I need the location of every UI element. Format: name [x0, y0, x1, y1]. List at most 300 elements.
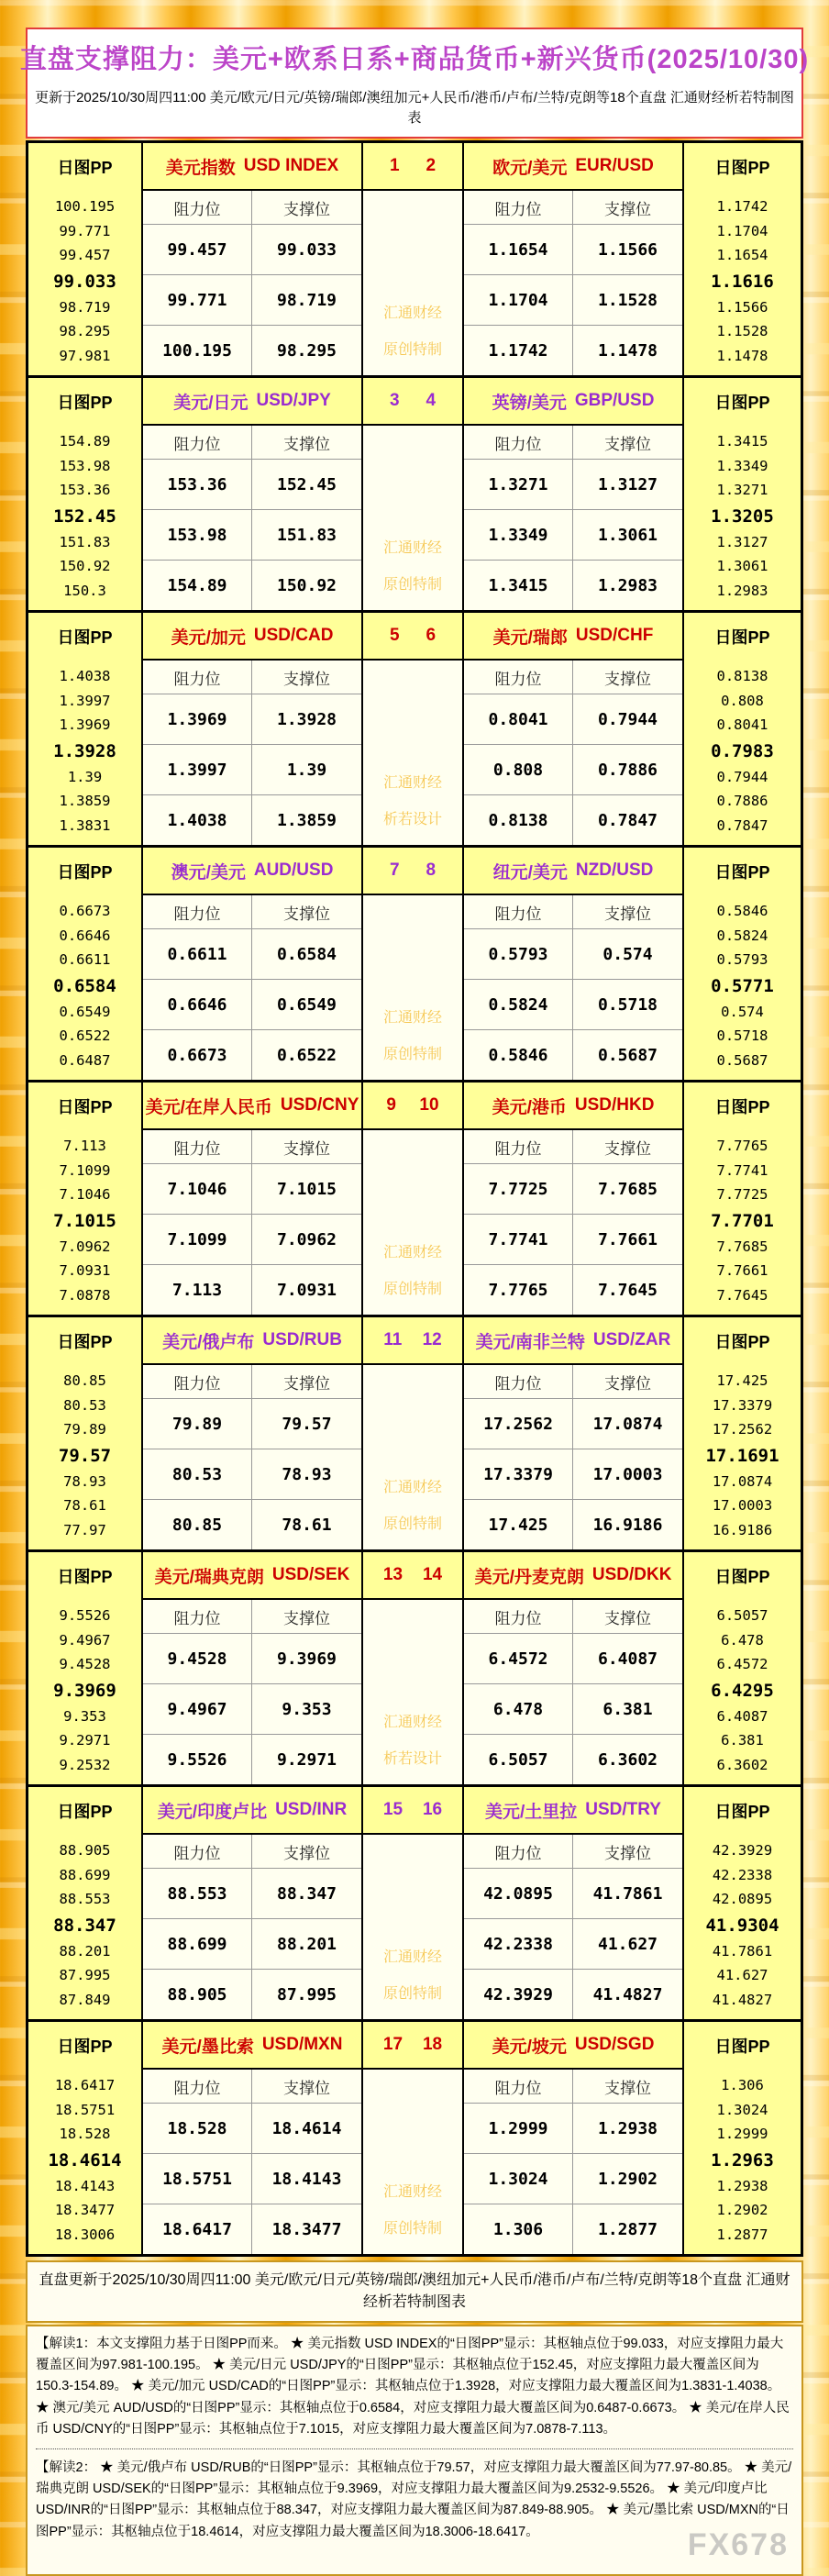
- pp-value: 42.3929: [712, 1842, 773, 1860]
- pair-number-left: 1: [389, 156, 400, 175]
- pair-header: [464, 143, 682, 191]
- pp-value: 1.3997: [59, 692, 111, 709]
- pp-value: 0.8138: [716, 668, 768, 685]
- block-row: [28, 613, 801, 848]
- pair-numbers: [363, 1552, 462, 1600]
- pair-number-left: 11: [383, 1330, 403, 1349]
- pair-header: [143, 1317, 361, 1365]
- level-row: [464, 1735, 682, 1784]
- resistance-value: 88.553: [143, 1869, 252, 1918]
- pp-header-label: 日图PP: [57, 394, 113, 412]
- level-row: [464, 1970, 682, 2019]
- support-value: 78.93: [282, 1464, 332, 1484]
- pp-value: 0.6487: [59, 1051, 111, 1069]
- center-column: [363, 378, 464, 610]
- resistance-value: 1.3349: [464, 510, 573, 560]
- resistance-value: 18.528: [143, 2104, 252, 2153]
- pair-name-cn: 英镑/美元: [492, 393, 567, 413]
- levels-header: [143, 895, 361, 929]
- level-row: [143, 1500, 361, 1549]
- resistance-value: 6.4572: [464, 1634, 573, 1683]
- pp-value: 17.1691: [705, 1445, 779, 1466]
- brand-note: [363, 1130, 462, 1315]
- pp-values: [28, 1835, 141, 2019]
- level-row: [464, 1500, 682, 1549]
- pp-value: 41.4827: [712, 1991, 773, 2008]
- pair-name-cn: 美元/瑞典克朗: [154, 1567, 264, 1587]
- support-label: 支撑位: [283, 2079, 330, 2097]
- support-value: 0.5718: [597, 994, 658, 1015]
- pp-header-label: 日图PP: [714, 1333, 770, 1351]
- pp-header-label: 日图PP: [714, 2037, 770, 2056]
- resistance-value: 0.6611: [143, 929, 252, 979]
- pp-header-label: 日图PP: [57, 2037, 113, 2056]
- resistance-value: 1.4038: [143, 795, 252, 845]
- pair-number-right: 16: [422, 1800, 443, 1819]
- support-label: 支撑位: [604, 1844, 651, 1862]
- block-row: [28, 378, 801, 613]
- pp-value: 1.3061: [716, 558, 768, 575]
- resistance-value: 7.7765: [464, 1265, 573, 1315]
- pp-value: 17.2562: [712, 1421, 773, 1438]
- resistance-value: 153.98: [143, 510, 252, 560]
- support-value: 18.4143: [271, 2169, 342, 2189]
- resistance-value: 99.771: [143, 275, 252, 325]
- level-row: [464, 510, 682, 561]
- support-value: 0.5687: [597, 1045, 658, 1065]
- pp-values: [684, 191, 801, 375]
- block-row: [28, 848, 801, 1083]
- resistance-value: 1.3997: [143, 745, 252, 794]
- pp-values: [28, 895, 141, 1080]
- resistance-value: 88.699: [143, 1919, 252, 1969]
- pp-value: 0.6522: [59, 1027, 111, 1045]
- brand-note: [363, 661, 462, 845]
- pair-name-en: AUD/USD: [253, 861, 334, 880]
- pair-name-cn: 美元/瑞郎: [492, 627, 568, 648]
- resistance-value: 42.2338: [464, 1919, 573, 1969]
- pp-values: [28, 1365, 141, 1549]
- brand-note-line-2: 析若设计: [382, 812, 442, 827]
- support-value: 7.7685: [597, 1179, 658, 1199]
- pp-value: 7.0962: [59, 1238, 111, 1255]
- brand-note-line-1: 汇通财经: [382, 1949, 442, 1965]
- support-value: 7.7645: [597, 1280, 658, 1300]
- pp-value: 0.6673: [59, 903, 111, 920]
- pp-value: 0.7983: [711, 740, 774, 761]
- pair-name-cn: 美元/丹麦克朗: [474, 1567, 584, 1587]
- resistance-value: 6.5057: [464, 1735, 573, 1784]
- pp-column: [28, 2022, 143, 2254]
- brand-note: [363, 1600, 462, 1784]
- support-value: 0.6549: [276, 994, 337, 1015]
- block-row: [28, 143, 801, 378]
- support-value: 1.2938: [597, 2118, 658, 2138]
- pair-number-right: 18: [422, 2035, 443, 2054]
- levels-header: [464, 1130, 682, 1164]
- support-value: 1.2902: [597, 2169, 658, 2189]
- resistance-value: 79.89: [143, 1399, 252, 1449]
- resistance-value: 7.1046: [143, 1164, 252, 1214]
- pair-number-right: 6: [426, 626, 437, 645]
- pair-number-left: 17: [382, 2035, 403, 2054]
- pp-value: 17.0003: [712, 1497, 773, 1515]
- pair-number-right: 12: [422, 1330, 442, 1349]
- pp-header-label: 日图PP: [57, 159, 113, 177]
- pp-value: 1.3205: [711, 505, 774, 527]
- brand-note-line-2: 原创特制: [382, 1282, 442, 1297]
- brand-note: [363, 895, 462, 1080]
- brand-note: [363, 1835, 462, 2019]
- watermark-fx678: FX678: [687, 2527, 789, 2563]
- resistance-value: 9.5526: [143, 1735, 252, 1784]
- level-row: [143, 2104, 361, 2154]
- notes-divider: [36, 2448, 793, 2449]
- resistance-label: 阻力位: [464, 2070, 573, 2103]
- pp-value: 0.5771: [711, 975, 774, 996]
- resistance-label: 阻力位: [143, 661, 252, 694]
- pp-column: [684, 1787, 801, 2019]
- pp-value: 152.45: [53, 505, 116, 527]
- support-label: 支撑位: [283, 435, 330, 453]
- pair-name-en: USD/HKD: [574, 1095, 655, 1115]
- resistance-value: 17.2562: [464, 1399, 573, 1449]
- pair-table: [143, 1787, 363, 2019]
- pp-value: 1.1616: [711, 271, 774, 292]
- pair-table: [464, 848, 684, 1080]
- pp-value: 0.8041: [716, 716, 768, 734]
- pair-header: [464, 613, 682, 661]
- pp-value: 6.4087: [716, 1707, 768, 1725]
- pp-value: 7.7685: [716, 1238, 768, 1255]
- support-value: 41.4827: [592, 1984, 663, 2004]
- pp-value: 1.306: [721, 2077, 764, 2094]
- brand-note-line-1: 汇通财经: [382, 305, 442, 321]
- pair-numbers: [363, 1317, 462, 1365]
- level-row: [143, 1919, 361, 1970]
- pair-name-en: USD/CAD: [253, 626, 334, 645]
- pair-header: [143, 378, 361, 426]
- brand-note-line-2: 析若设计: [382, 1751, 442, 1767]
- level-row: [143, 275, 361, 326]
- pp-column: [28, 378, 143, 610]
- pp-value: 0.5793: [716, 951, 768, 969]
- support-value: 0.7886: [597, 760, 658, 780]
- pair-table: [143, 848, 363, 1080]
- pp-header-label: 日图PP: [714, 863, 770, 882]
- pp-value: 18.5751: [54, 2101, 116, 2118]
- brand-note: [363, 2070, 462, 2254]
- support-value: 151.83: [276, 525, 337, 545]
- resistance-label: 阻力位: [464, 191, 573, 224]
- center-column: [363, 613, 464, 845]
- resistance-value: 0.5793: [464, 929, 573, 979]
- resistance-value: 0.8041: [464, 694, 573, 744]
- pair-name-cn: 美元/在岸人民币: [145, 1097, 272, 1117]
- resistance-label: 阻力位: [464, 1835, 573, 1868]
- pp-column: [684, 1552, 801, 1784]
- pp-value: 88.699: [59, 1866, 111, 1883]
- pp-values: [28, 191, 141, 375]
- resistance-value: 0.6673: [143, 1030, 252, 1080]
- resistance-label: 阻力位: [464, 1130, 573, 1163]
- brand-note-line-2: 原创特制: [382, 1986, 442, 2002]
- pp-header-label: 日图PP: [57, 1568, 113, 1586]
- pp-value: 79.57: [58, 1445, 112, 1466]
- support-value: 1.3928: [276, 709, 337, 729]
- pp-value: 7.7701: [711, 1210, 774, 1231]
- center-column: [363, 1317, 464, 1549]
- page-title: 直盘支撑阻力：美元+欧系日系+商品货币+新兴货币(2025/10/30): [19, 44, 810, 74]
- pp-value: 1.3415: [716, 433, 768, 450]
- pair-numbers: [363, 378, 462, 426]
- pp-values: [684, 895, 801, 1080]
- pp-value: 87.995: [59, 1967, 111, 1984]
- pp-header-label: 日图PP: [714, 1568, 770, 1586]
- brand-note-line-2: 原创特制: [382, 342, 442, 358]
- pp-value: 1.2877: [716, 2226, 768, 2243]
- resistance-value: 80.85: [143, 1500, 252, 1549]
- pp-value: 1.2983: [716, 582, 768, 599]
- pp-value: 17.3379: [712, 1396, 773, 1414]
- level-row: [464, 1634, 682, 1684]
- level-row: [464, 1399, 682, 1449]
- pp-value: 6.4572: [716, 1656, 768, 1673]
- resistance-label: 阻力位: [464, 895, 573, 928]
- pp-value: 1.1704: [716, 222, 768, 239]
- pair-numbers: [363, 613, 462, 661]
- pp-value: 88.905: [59, 1842, 111, 1860]
- support-label: 支撑位: [604, 1374, 651, 1393]
- brand-note-line-1: 汇通财经: [382, 540, 442, 556]
- pair-header: [143, 848, 361, 895]
- pp-value: 42.0895: [712, 1891, 773, 1908]
- levels-header: [464, 895, 682, 929]
- level-row: [464, 980, 682, 1030]
- level-row: [143, 694, 361, 745]
- resistance-value: 17.425: [464, 1500, 573, 1549]
- resistance-label: 阻力位: [464, 1365, 573, 1398]
- resistance-value: 18.6417: [143, 2204, 252, 2254]
- pp-value: 7.7661: [716, 1262, 768, 1280]
- pp-value: 7.7741: [716, 1161, 768, 1179]
- support-value: 78.61: [282, 1515, 332, 1535]
- level-row: [464, 2104, 682, 2154]
- pp-header-label: 日图PP: [714, 1098, 770, 1116]
- support-value: 0.6584: [276, 944, 337, 964]
- pp-column: [28, 143, 143, 375]
- pp-value: 78.93: [63, 1472, 106, 1490]
- pp-value: 9.4528: [59, 1656, 111, 1673]
- brand-note-line-2: 原创特制: [382, 1516, 442, 1532]
- pp-value: 1.3349: [716, 457, 768, 474]
- pp-value: 0.7886: [716, 793, 768, 810]
- brand-note-line-1: 汇通财经: [382, 775, 442, 791]
- pair-name-en: USD/CNY: [280, 1095, 359, 1115]
- levels-header: [464, 426, 682, 460]
- pp-header-label: 日图PP: [714, 159, 770, 177]
- block-row: [28, 1317, 801, 1552]
- pp-value: 7.7765: [716, 1138, 768, 1155]
- pp-value: 1.1528: [716, 323, 768, 340]
- pp-value: 87.849: [59, 1991, 111, 2008]
- support-value: 1.3859: [276, 810, 337, 830]
- resistance-label: 阻力位: [464, 661, 573, 694]
- levels-header: [143, 1365, 361, 1399]
- levels-header: [143, 1835, 361, 1869]
- levels-header: [464, 1835, 682, 1869]
- resistance-value: 9.4967: [143, 1684, 252, 1734]
- resistance-value: 153.36: [143, 460, 252, 509]
- pair-name-en: USD/SEK: [271, 1565, 350, 1584]
- support-label: 支撑位: [283, 200, 330, 218]
- pair-name-en: USD/CHF: [575, 626, 654, 645]
- level-row: [464, 745, 682, 795]
- support-value: 6.381: [602, 1699, 653, 1719]
- pp-value: 42.2338: [712, 1866, 773, 1883]
- pair-numbers: [363, 1787, 462, 1835]
- pp-value: 0.5824: [716, 927, 768, 944]
- pp-value: 7.1099: [59, 1161, 111, 1179]
- pp-value: 1.1566: [716, 298, 768, 316]
- support-value: 16.9186: [592, 1515, 663, 1535]
- level-row: [143, 225, 361, 275]
- pp-value: 6.3602: [716, 1756, 768, 1773]
- pair-number-left: 7: [389, 861, 400, 880]
- resistance-value: 1.3024: [464, 2154, 573, 2204]
- pair-name-cn: 美元/俄卢布: [162, 1332, 255, 1352]
- pair-table: [464, 1787, 684, 2019]
- brand-note: [363, 1365, 462, 1549]
- pp-value: 0.7847: [716, 816, 768, 834]
- pair-name-cn: 美元/港币: [492, 1097, 567, 1117]
- pp-value: 97.981: [59, 347, 111, 364]
- support-value: 17.0003: [592, 1464, 663, 1484]
- support-value: 1.1528: [597, 290, 658, 310]
- pp-value: 77.97: [63, 1521, 106, 1538]
- support-value: 18.4614: [271, 2118, 342, 2138]
- pp-value: 1.3024: [716, 2101, 768, 2118]
- brand-note-line-2: 原创特制: [382, 1047, 442, 1062]
- resistance-value: 0.5824: [464, 980, 573, 1029]
- level-row: [464, 1030, 682, 1080]
- pp-column: [28, 613, 143, 845]
- support-value: 98.719: [276, 290, 337, 310]
- pair-name-en: USD/TRY: [585, 1800, 661, 1819]
- level-row: [464, 2154, 682, 2204]
- pp-column: [28, 1552, 143, 1784]
- support-label: 支撑位: [283, 1844, 330, 1862]
- pp-value: 9.5526: [59, 1607, 111, 1625]
- pair-number-left: 3: [389, 391, 400, 410]
- pp-value: 1.3831: [59, 816, 111, 834]
- pp-value: 0.574: [721, 1003, 764, 1020]
- pair-name-en: USD/MXN: [261, 2035, 343, 2054]
- center-column: [363, 848, 464, 1080]
- resistance-value: 0.8138: [464, 795, 573, 845]
- page: [19, 28, 810, 2576]
- support-label: 支撑位: [283, 905, 330, 923]
- pp-value: 1.3969: [59, 716, 111, 734]
- support-value: 152.45: [276, 474, 337, 494]
- pair-table: [143, 2022, 363, 2254]
- pair-name-cn: 澳元/美元: [171, 862, 246, 883]
- pp-value: 41.627: [716, 1967, 768, 1984]
- resistance-label: 阻力位: [464, 426, 573, 459]
- support-value: 7.0931: [276, 1280, 337, 1300]
- support-value: 0.7944: [597, 709, 658, 729]
- pp-value: 6.381: [721, 1732, 764, 1749]
- resistance-value: 42.0895: [464, 1869, 573, 1918]
- resistance-value: 0.808: [464, 745, 573, 794]
- support-value: 0.6522: [276, 1045, 337, 1065]
- pp-value: 1.1654: [716, 247, 768, 264]
- levels-header: [143, 2070, 361, 2104]
- pp-value: 18.528: [59, 2126, 111, 2143]
- pp-value: 0.6584: [53, 975, 116, 996]
- pp-header-label: 日图PP: [57, 628, 113, 647]
- pp-value: 151.83: [59, 533, 111, 550]
- pp-value: 99.457: [59, 247, 111, 264]
- pp-value: 1.2902: [716, 2202, 768, 2219]
- pp-value: 41.7861: [712, 1942, 773, 1960]
- resistance-value: 80.53: [143, 1449, 252, 1499]
- pair-header: [464, 1317, 682, 1365]
- resistance-label: 阻力位: [143, 1130, 252, 1163]
- pp-value: 1.39: [67, 768, 103, 785]
- brand-note-line-1: 汇通财经: [382, 1245, 442, 1260]
- level-row: [143, 1970, 361, 2019]
- pp-value: 154.89: [59, 433, 111, 450]
- pp-column: [28, 1317, 143, 1549]
- pp-value: 1.3271: [716, 482, 768, 499]
- pp-values: [28, 426, 141, 610]
- pp-value: 98.295: [59, 323, 111, 340]
- support-value: 0.7847: [597, 810, 658, 830]
- level-row: [143, 561, 361, 610]
- resistance-value: 1.2999: [464, 2104, 573, 2153]
- pair-table: [143, 613, 363, 845]
- pp-value: 88.347: [53, 1915, 116, 1936]
- support-label: 支撑位: [604, 905, 651, 923]
- pp-value: 99.033: [53, 271, 116, 292]
- pp-value: 18.6417: [54, 2077, 116, 2094]
- level-row: [143, 1869, 361, 1919]
- pp-column: [684, 143, 801, 375]
- pair-header: [464, 848, 682, 895]
- pair-header: [143, 1083, 361, 1130]
- level-row: [143, 929, 361, 980]
- support-label: 支撑位: [283, 1139, 330, 1158]
- support-label: 支撑位: [283, 1609, 330, 1627]
- level-row: [143, 1030, 361, 1080]
- level-row: [143, 510, 361, 561]
- level-row: [143, 1265, 361, 1315]
- pp-value: 78.61: [63, 1497, 106, 1515]
- footer-note-1: 【解读1：本文支撑阻力基于日图PP而来。 ★ 美元指数 USD INDEX的“日图PP”显示：其枢轴点位于99.033，对应支撑阻力最大覆盖区间为97.981-100.195。 ★ 美元/日元 USD/JPY的“日图PP”显示：其枢轴点位于152.45，对应支撑阻力最大覆盖区间为150.3-154.89。 ★ 美元/加元 USD/CAD的“日图PP”显示：其枢轴点位于1.3928，对应支撑阻力最大覆盖区间为1.3831-1.4038。 ★ 澳元/美元 AUD/USD的“日图PP”显示：其枢轴点位于0.6584，对应支撑阻力最大覆盖区间为0.6487-0.6673。 ★ 美元/在岸人民币 USD/CNY的“日图PP”显示：其枢轴点位于7.1015，对应支撑阻力最大覆盖区间为7.0878-7.113。: [36, 2337, 790, 2437]
- resistance-value: 42.3929: [464, 1970, 573, 2019]
- level-row: [143, 795, 361, 845]
- pp-value: 9.3969: [53, 1680, 116, 1701]
- pp-values: [28, 661, 141, 845]
- brand-note-line-2: 原创特制: [382, 2221, 442, 2237]
- pp-value: 7.0878: [59, 1286, 111, 1304]
- level-row: [464, 1265, 682, 1315]
- level-row: [143, 1164, 361, 1215]
- resistance-value: 154.89: [143, 561, 252, 610]
- pp-value: 150.3: [63, 582, 106, 599]
- pair-number-left: 5: [389, 626, 400, 645]
